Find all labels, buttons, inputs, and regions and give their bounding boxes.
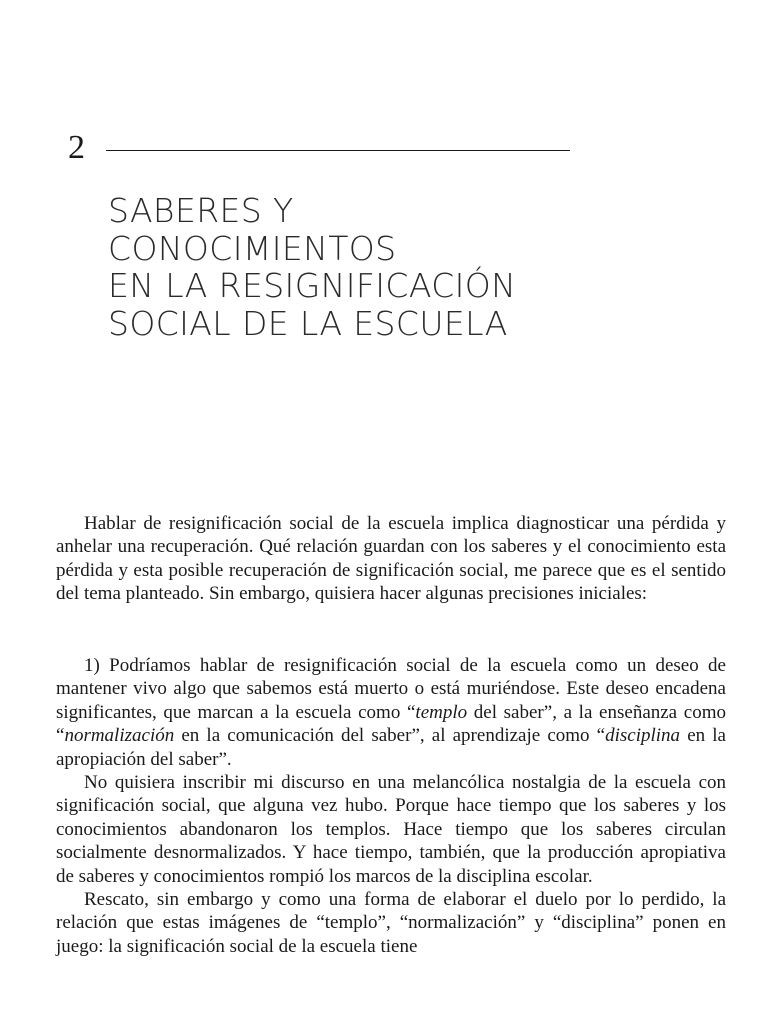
paragraph-text: 1) Podríamos hablar de resignificación social de la escuela como un deseo de mantener vivo algo que sabemos está muerto o está muriéndose. Este deseo encadena significantes, que marcan a la escuela como “ xyxy=(56,655,726,723)
intro-paragraph: Hablar de resignificación social de la escuela implica diagnosticar una pérdida y anhelar una recuperación. Qué relación guardan con los saberes y el conocimiento esta pérdida y esta posible recuperación de significación social, me parece que es el sentido del tema planteado. Sin embargo, quisiera hacer algunas precisiones iniciales: xyxy=(56,513,726,605)
chapter-title-line: EN LA RESIGNIFICACIÓN xyxy=(108,266,517,305)
section-1-paragraph-1 xyxy=(56,654,726,771)
emphasis-normalizacion: normalización xyxy=(64,725,175,747)
section-1-paragraph-2: No quisiera inscribir mi discurso en una melancólica nostalgia de la escuela con significación social, que alguna vez hubo. Porque hace tiempo que los saberes y los conocimientos abandonaron los templos. Hace tiempo que los saberes circulan socialmente desnormalizados. Y hace tiempo, también, que la producción apropiativa de saberes y conocimientos rompió los marcos de la disciplina escolar. xyxy=(56,772,726,887)
chapter-title xyxy=(108,192,708,342)
chapter-number: 2 xyxy=(68,129,85,166)
chapter-rule xyxy=(106,150,570,151)
chapter-title-line: SABERES Y xyxy=(108,191,294,230)
paragraph-text: del saber”, a la enseñanza como “ xyxy=(56,701,726,747)
section-1-paragraph-3: Rescato, sin embargo y como una forma de elaborar el duelo por lo perdido, la relación que estas imágenes de “templo”, “normalización” y “disciplina” ponen en juego: la significación social de la escuela tiene xyxy=(56,889,726,957)
chapter-title-line: CONOCIMIENTOS xyxy=(108,228,397,268)
paragraph-text: en la comunicación del saber”, al aprendizaje como “ xyxy=(174,725,606,747)
section-1-block xyxy=(56,654,726,958)
emphasis-templo: templo xyxy=(415,701,468,723)
paragraph-text: en la apropiación del saber”. xyxy=(56,725,726,770)
chapter-title-line: SOCIAL DE LA ESCUELA xyxy=(108,303,508,343)
emphasis-disciplina: disciplina xyxy=(605,725,681,747)
intro-block xyxy=(56,512,726,606)
